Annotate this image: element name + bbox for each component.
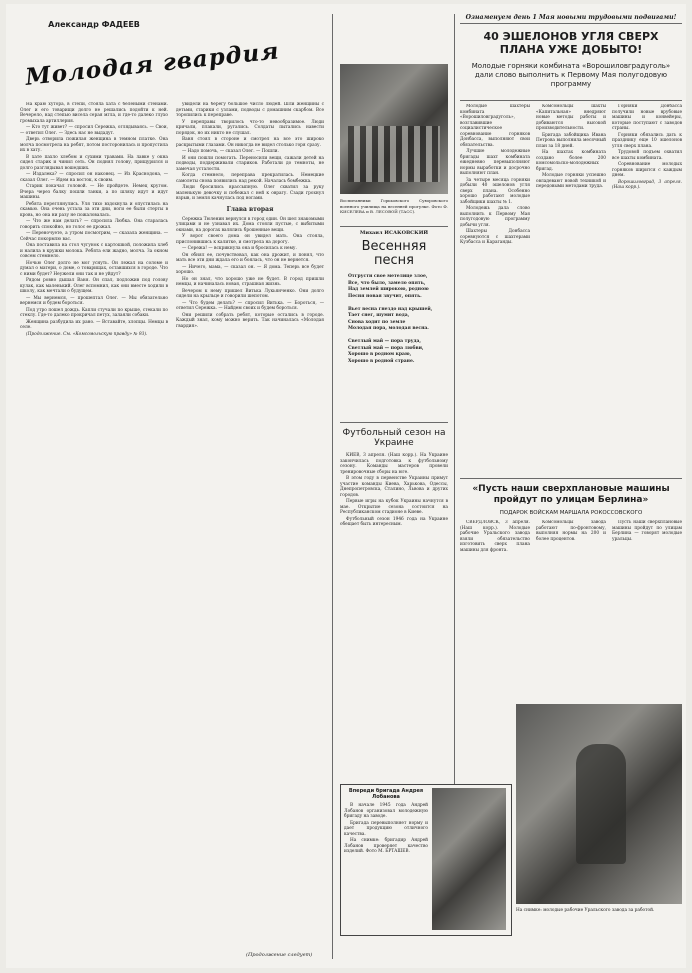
berlin-headline: «Пусть наши сверхплановые машины пройдут по улицам Берлина» (472, 484, 670, 505)
column-divider (454, 14, 455, 784)
paragraph: Соревнование молодых горняков ширится с каждым днем. (612, 162, 682, 178)
poem-line: Светлый май — пора труда, (348, 339, 421, 344)
paragraph: Ваня стоял в стороне и смотрел на все это широко раскрытыми глазами. Он никогда не видел столько горя сразу. (176, 137, 324, 148)
paragraph: Пусть наши сверхплановые машины пройдут по улицам Берлина — говорят молодые уральцы. (612, 520, 682, 542)
paragraph: Дверь отворила пожилая женщина в темном платке. Она молча посмотрела на ребят, потом посторонилась и пропустила их в хату. (20, 137, 168, 153)
brigade-text (344, 788, 428, 930)
paragraph: — Что будем делать? — спросил Витька. — Бороться, — ответил Сережка. — Найдем своих и будем бороться. (176, 300, 324, 311)
paragraph: Шахтеры Донбасса соревнуются с шахтерами Кузбасса и Караганды. (460, 229, 530, 245)
poem-line: Все, что было, замело опять, (348, 280, 426, 286)
photo-worker-figure (576, 744, 626, 864)
paragraph: Ворошиловград, 3 апреля. (Наш корр.). (612, 179, 682, 190)
paragraph: Лучшие молодежные бригады шахт комбината ежедневно перевыполняют нормы выработки и досрочно выполняют план. (460, 149, 530, 176)
poem-line: Отгрусти свое метелице злое, (348, 274, 428, 279)
paragraph: — Сережа! — вскрикнула она и бросилась к нему. (182, 246, 297, 251)
paragraph: Сережка Тюленин вернулся в город один. Он шел знакомыми улицами и не узнавал их. Дома стояли пустые, с выбитыми окнами, на дорогах валялись брошенные вещи. (176, 216, 324, 233)
photo-caption-cadets: Воспитанники Горьковского Суворовского военного училища на весенней прогулке. Фото Ф. КИСЕЛЕВА и В. ЛЕСОВОЙ (ТАСС). (340, 198, 448, 214)
football-headline: Футбольный сезон на Украине (342, 428, 446, 448)
photo-people (348, 126, 440, 182)
paragraph: Горняки Донбасса получили новые врубовые машины и конвейеры, которые поступают с заводов страны. (612, 104, 682, 131)
paragraph: Комсомольцы шахты «Капитальная» внедряют новые методы работы и добиваются высокой производительности. (536, 104, 606, 131)
coal-column-a (460, 104, 530, 474)
paragraph: — Переночуете, а утром посмотрим, — сказала женщина. — Сейчас покормлю вас. (20, 231, 168, 242)
paragraph: Молодые горняки успешно овладевают новой техникой и передовыми методами труда. (536, 173, 606, 189)
poem-line: Тает снег, шумит вода, (348, 313, 410, 318)
poem-line: Хорошо в родной стране. (348, 358, 415, 364)
paragraph: Люди бросились врассыпную. Олег схватил за руку маленькую девочку и побежал с ней к оврагу. Сзади грохнул взрыв, и земля качнулась под ногами. (176, 185, 324, 201)
poem-title: Весенняя песня (361, 239, 427, 268)
paragraph: Молодые шахтеры комбината «Ворошиловградуголь», возглавившие социалистическое соревнование горняков Донбасса, выполняют свои обязательства. (460, 104, 530, 148)
berlin-subheadline: ПОДАРОК ВОЙСКАМ МАРШАЛА РОКОССОВСКОГО (499, 510, 643, 516)
paragraph: Он обнял ее, почувствовал, как она дрожит, и понял, что мать все эти дни ждала его и боялась, что он не вернется. (176, 252, 324, 263)
coal-column-b (536, 104, 606, 474)
paragraph: Она поставила на стол чугунок с картошкой, положила хлеб и налила в кружки молока. Ребята ели жадно, молча. За окном совсем стемнело. (20, 243, 168, 259)
poem-line: Снова ходит по земле (348, 319, 406, 325)
paragraph: КИЕВ, 3 апреля. (Наш корр.). На Украине закончилась подготовка к футбольному сезону. Команды мастеров провели тренировочные сборы на юге. (340, 453, 448, 475)
paragraph: Первые игры на кубок Украины начнутся в мае. Открытие сезона состоится на Республиканском стадионе в Киеве. (340, 499, 448, 515)
paragraph: СВЕРДЛОВСК, 3 апреля. (Наш корр.). Молодые рабочие Уральского завода взяли обязательство изготовить сверх плана машины для фронта. (460, 520, 530, 553)
poem-line: Над землей широкою, родною (348, 287, 429, 292)
paragraph: В этом году в первенстве Украины примут участие команды Киева, Харькова, Одессы, Днепропетровска, Сталино, Львова и других городов. (340, 476, 448, 498)
paragraph: Когда стемнело, переправа прекратилась. Немецкие самолеты снова появились над рекой. Началась бомбежка. (176, 173, 324, 184)
newspaper-page (6, 4, 686, 968)
paragraph: У ворот своего дома он увидел мать. Она стояла, прислонившись к калитке, и смотрела на дорогу. (176, 234, 324, 245)
chapter-heading: Глава вторая (226, 205, 274, 213)
section-divider (460, 478, 682, 479)
paragraph: У переправы творилось что-то невообразимое. Люди кричали, плакали, ругались. Солдаты пытались навести порядок, но их никто не слушал. (176, 119, 324, 136)
paragraph: Но он знал, что хорошо уже не будет. В город пришли немцы, и начиналась новая, страшная жизнь. (176, 276, 324, 287)
paragraph: В хате пахло хлебом и сухими травами. На лавке у окна сидел старик и чинил сеть. Он поднял голову, прищурился и долго разглядывал вошедших. (20, 154, 168, 171)
poem-line: Песня новая звучит, опять. (348, 293, 422, 299)
poem-line: Вьет весна гнездо над крышей, (348, 306, 433, 312)
paragraph: За четыре месяца горняки добыли 40 эшелонов угля сверх плана. Особенно хорошо работают молодые забойщики шахты № 1. (460, 177, 530, 205)
poem-block (340, 230, 448, 365)
paragraph: увидели на берегу большое число людей. Шли женщины с детьми, старики с узлами, подводы с домашним скарбом. Все торопились к переправе. (176, 102, 324, 118)
photo-caption-factory: На снимке: молодые рабочие Уральского завода за работой. (516, 908, 655, 913)
author-name: Александр ФАДЕЕВ (48, 20, 140, 29)
paragraph: Вечером к нему пришел Витька Лукьянченко. Они долго сидели на крыльце и говорили шепотом. (176, 288, 324, 299)
paragraph: — Издалека? — спросил он наконец. — Из Краснодона, — сказал Олег. — Идем на восток, к своим. (20, 172, 168, 183)
column-fadeev-1-text (20, 102, 168, 962)
poem-lines (340, 274, 448, 365)
column-fadeev-2 (176, 102, 324, 962)
slogan-banner: Ознаменуем день 1 Мая новыми трудовыми подвигами! (460, 14, 682, 24)
section-divider (340, 226, 448, 227)
paragraph: Футбольный сезон 1946 года на Украине обещает быть интересным. (340, 516, 448, 527)
column-divider (332, 14, 333, 959)
main-headline: 40 ЭШЕЛОНОВ УГЛЯ СВЕРХ ПЛАНА УЖЕ ДОБЫТО! (483, 30, 659, 56)
football-article (340, 428, 448, 808)
paragraph: Трудовой подъем охватил все шахты комбината. (612, 150, 682, 161)
poem-line: Хорошо в родном краю, (348, 352, 412, 357)
paragraph: Старик покачал головой. — Не пройдете. Немец кругом. Вчера через балку пошли танки, а по шляху идут и идут машины. (20, 184, 168, 200)
paragraph: И они пошли помогать. Переносили вещи, сажали детей на подводы, поддерживали стариков. Работали до темноты, не замечая усталости. (176, 155, 324, 172)
paragraph: Горняки обязались дать к празднику еще 10 эшелонов угля сверх плана. (612, 132, 682, 149)
poet-name: Михаил ИСАКОВСКИЙ (359, 230, 429, 236)
paragraph: Ребята переглянулись. Уля тихо вздохнула и опустилась на скамью. Она очень устала за эти дни, ноги ее были стерты в кровь, но она ни разу не пожаловалась. (20, 201, 168, 218)
paragraph: Ночью Олег долго не мог уснуть. Он лежал на соломе и думал о матери, о доме, о товарищах, оставшихся в городе. Что с ними будет? Неужели они так и не уйдут? (20, 260, 168, 277)
poem-line: Светлый май — пора любви, (348, 345, 424, 351)
paragraph: Они решили собрать ребят, которые остались в городе. Каждый знал, кому можно верить. Так начиналась «Молодая гвардия». (176, 312, 324, 329)
photo-brigadier (432, 788, 506, 930)
paragraph: — Ничего, мама, — сказал он. — Я дома. Теперь все будет хорошо. (176, 264, 324, 275)
paragraph: — Кто тут живет? — спросил Сережка, оглядываясь. — Свои, — ответил Олег. — Здесь нас не выдадут. (20, 125, 168, 136)
paragraph: Комсомольцы завода работают по-фронтовому, выполняя нормы на 200 и более процентов. (536, 520, 606, 542)
paragraph: — Надо помочь, — сказал Олег. — Пошли. (182, 149, 279, 154)
continuation-label: (Продолжение следует) (246, 952, 313, 958)
paragraph: В начале 1945 года Андрей Лобанов организовал молодежную бригаду на заводе. (344, 803, 428, 819)
continuation-note: (Продолжение. См. «Комсомольскую правду» № 93). (26, 331, 148, 337)
paragraph: Под утро пошел дождь. Капли стучали по крыше, стекали по стеклу. Где-то далеко прокричал петух, залаяли собаки. (20, 307, 168, 318)
novel-title: Молодая гвардия (24, 37, 281, 91)
brigade-headline: Впереди бригада Андрея Лобанова (348, 788, 424, 800)
paragraph: На краю хутора, в степи, стояла хата с белеными стенами. Олег и его товарищи долго не решались подойти к ней. Вечерело, над степью висела серая мгла, и где-то далеко глухо громыхала артиллерия. (20, 102, 168, 124)
photo-factory-workers (516, 704, 682, 904)
section-divider (340, 422, 448, 423)
paragraph: Женщина разбудила их рано. — Вставайте, хлопцы. Немцы в селе. (20, 319, 168, 330)
photo-caption: На снимке: бригадир Андрей Лобанов проверяет качество изделий. Фото М. БРТАШЕВ. (344, 838, 428, 854)
paragraph: — Мы вернемся, — прошептал Олег. — Мы обязательно вернемся и будем бороться. (20, 295, 168, 306)
poem-line: Молодая пора, молодая весна. (348, 326, 429, 331)
coal-column-c (612, 104, 682, 474)
paragraph: Бригада забойщика Ивана Петрова выполнила месячный план за 18 дней. (536, 132, 606, 149)
main-subheadline: Молодые горняки комбината «Ворошиловградуголь» дали слово выполнить к Первому Мая полугодовую программу (471, 62, 671, 88)
paragraph: На шахтах комбината создано более 200 комсомольско-молодежных бригад. (536, 150, 606, 172)
section-divider (460, 100, 682, 101)
paragraph: Бригада перевыполняет норму и дает продукцию отличного качества. (344, 820, 428, 837)
photo-suvorov-cadets (340, 64, 448, 194)
berlin-text (460, 520, 682, 670)
paragraph: — Что же нам делать? — спросила Любка. Она старалась говорить спокойно, но голос ее дрожал. (20, 219, 168, 230)
paragraph: Рядом ровно дышал Ваня. Он спал, подложив под голову кулак, как маленький. Олег вспомнил, как они вместе ходили в школу, как мечтали о будущем. (20, 278, 168, 294)
paragraph: Молодежь дала слово выполнить к Первому Мая полугодовую программу добычи угля. (460, 206, 530, 228)
